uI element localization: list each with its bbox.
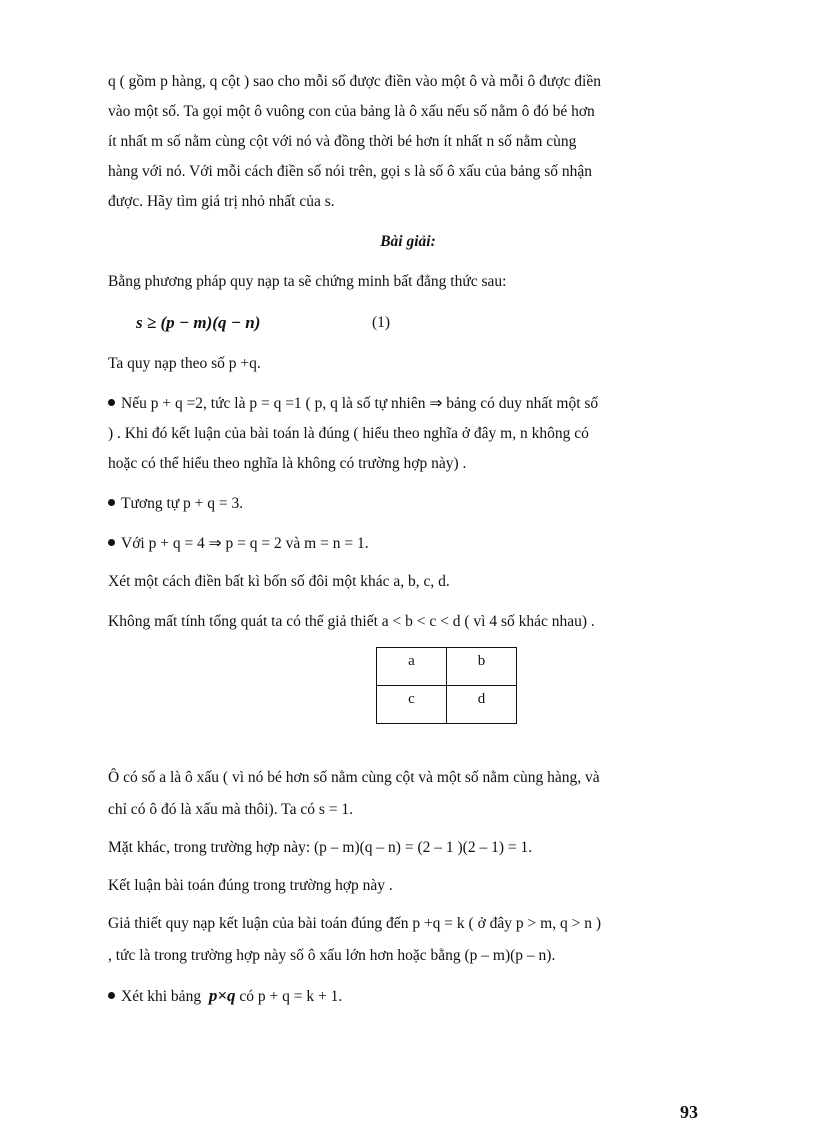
- text-line: , tức là trong trường hợp này số ô xấu lớn hơn hoặc bằng (p – m)(p – n).: [108, 947, 556, 964]
- table-row: [377, 686, 517, 724]
- number-table: [376, 647, 517, 724]
- text-line: Giả thiết quy nạp kết luận của bài toán đúng đến p +q = k ( ở đây p > m, q > n ): [108, 915, 601, 932]
- text-line: vào một số. Ta gọi một ô vuông con của bảng là ô xấu nếu số nằm ô đó bé hơn: [108, 103, 595, 120]
- formula-inequality: s ≥ (p − m)(q − n): [136, 313, 261, 332]
- bullet-item: [108, 494, 243, 514]
- bullet-item: [108, 986, 342, 1007]
- table-cell: a: [377, 648, 447, 686]
- text-line: q ( gồm p hàng, q cột ) sao cho mỗi số được điền vào một ô và mỗi ô được điền: [108, 73, 601, 90]
- bullet-text: Với p + q = 4 ⇒ p = q = 2 và m = n = 1.: [121, 535, 369, 552]
- bullet-icon: [108, 539, 115, 546]
- bullet-item: [108, 394, 598, 414]
- text-line: ít nhất m số nằm cùng cột với nó và đồng thời bé hơn ít nhất n số nằm cùng: [108, 133, 577, 150]
- text-line: Mặt khác, trong trường hợp này: (p – m)(q – n) = (2 – 1 )(2 – 1) = 1.: [108, 839, 533, 856]
- text-line: Kết luận bài toán đúng trong trường hợp này .: [108, 877, 393, 894]
- table-cell: d: [447, 686, 517, 724]
- bullet-icon: [108, 499, 115, 506]
- page-number: 93: [680, 1102, 698, 1122]
- text-line: hàng với nó. Với mỗi cách điền số nói trên, gọi s là số ô xấu của bảng số nhận: [108, 163, 593, 180]
- inline-formula: p×q: [208, 986, 236, 1005]
- text-line: Bằng phương pháp quy nạp ta sẽ chứng minh bất đẳng thức sau:: [108, 273, 507, 290]
- text-line: chỉ có ô đó là xấu mà thôi). Ta có s = 1.: [108, 801, 353, 818]
- bullet-icon: [108, 399, 115, 406]
- text-line: Không mất tính tổng quát ta có thể giả thiết a < b < c < d ( vì 4 số khác nhau) .: [108, 613, 595, 630]
- text-line: ) . Khi đó kết luận của bài toán là đúng ( hiểu theo nghĩa ở đây m, n không có: [108, 425, 589, 442]
- bullet-item: [108, 534, 369, 554]
- text-line: Xét một cách điền bất kì bốn số đôi một khác a, b, c, d.: [108, 573, 450, 590]
- text-line: Ta quy nạp theo số p +q.: [108, 355, 261, 372]
- bullet-text: Tương tự p + q = 3.: [121, 495, 244, 512]
- table-row: [377, 648, 517, 686]
- table-cell: c: [377, 686, 447, 724]
- bullet-icon: [108, 992, 115, 999]
- table-cell: b: [447, 648, 517, 686]
- bullet-text: có p + q = k + 1.: [239, 988, 343, 1005]
- text-line: hoặc có thể hiểu theo nghĩa là không có trường hợp này) .: [108, 455, 467, 472]
- text-line: Ô có số a là ô xấu ( vì nó bé hơn số nằm cùng cột và một số nằm cùng hàng, và: [108, 769, 600, 786]
- bullet-text: Nếu p + q =2, tức là p = q =1 ( p, q là số tự nhiên ⇒ bảng có duy nhất một số: [121, 395, 599, 412]
- bullet-text: Xét khi bảng: [121, 988, 202, 1005]
- text-line: được. Hãy tìm giá trị nhỏ nhất của s.: [108, 193, 335, 210]
- equation-number: (1): [372, 314, 391, 331]
- section-heading: Bài giải:: [380, 233, 436, 250]
